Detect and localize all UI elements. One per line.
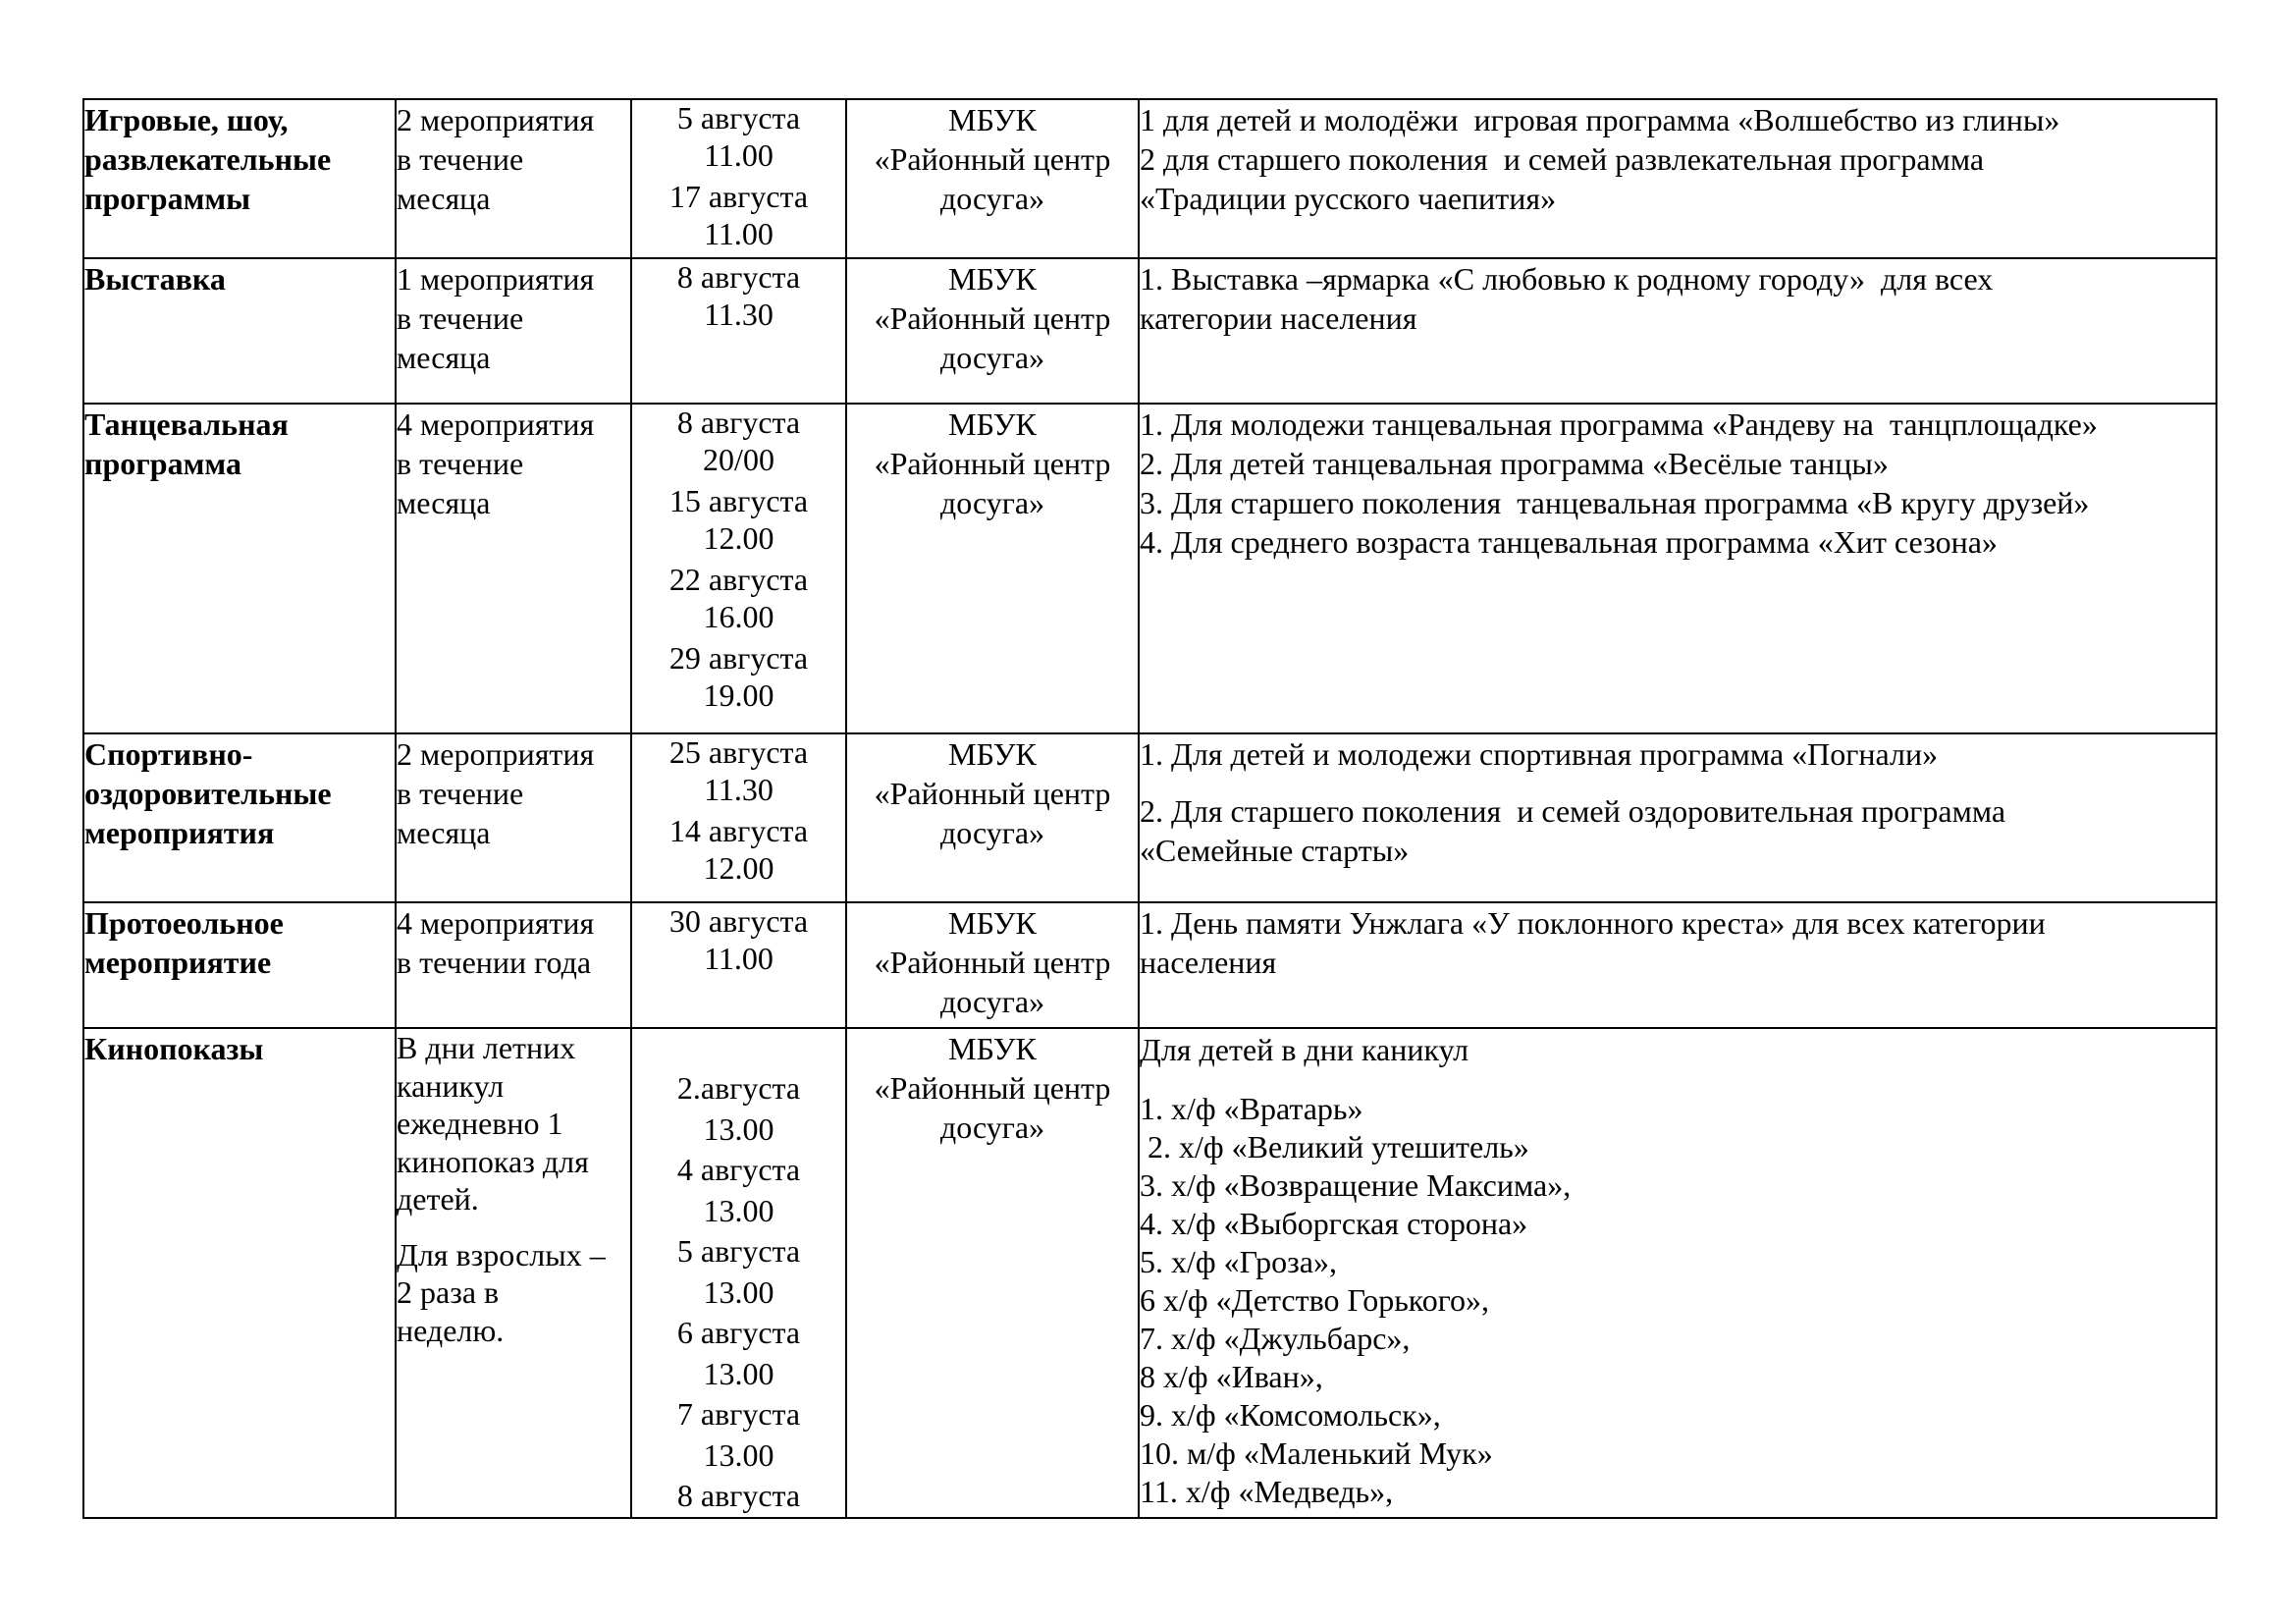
count-line: месяца: [397, 485, 491, 520]
count-line: в течение: [397, 446, 524, 481]
description-cell: [1139, 902, 2216, 1028]
description-cell: [1139, 99, 2216, 258]
film-item: 8 х/ф «Иван»,: [1140, 1359, 1323, 1394]
dates-cell: [631, 99, 846, 258]
venue-line: МБУК: [948, 406, 1037, 442]
description-line: 1. Выставка –ярмарка «С любовью к родному городу» для всех: [1140, 261, 1994, 297]
event-date: 30 августа: [668, 903, 809, 939]
category-cell: [83, 902, 396, 1028]
dates-cell: [631, 1028, 846, 1518]
dates-cell: [631, 258, 846, 404]
category-line: Танцевальная: [84, 406, 289, 442]
description-line: 1 для детей и молодёжи игровая программа «Волшебство из глины»: [1140, 102, 2060, 137]
event-date: 2.августа: [676, 1070, 801, 1106]
table-row: [83, 733, 2216, 902]
event-date: 7 августа: [676, 1396, 801, 1432]
event-time: 12.00: [703, 519, 774, 556]
category-line: развлекательные: [84, 141, 332, 177]
count-cell: [396, 1028, 631, 1518]
count-line: неделю.: [397, 1312, 505, 1348]
event-date: 17 августа: [668, 179, 809, 214]
count-line: в течении года: [397, 945, 592, 980]
event-date: 8 августа: [676, 1478, 801, 1513]
description-cell: [1139, 404, 2216, 733]
film-item: 9. х/ф «Комсомольск»,: [1140, 1397, 1441, 1433]
film-item: 10. м/ф «Маленький Мук»: [1140, 1435, 1493, 1471]
venue-cell: [846, 902, 1139, 1028]
description-line: 1. День памяти Унжлага «У поклонного креста» для всех категории: [1140, 905, 2046, 941]
venue-line: досуга»: [939, 984, 1045, 1019]
event-time: 11.00: [704, 215, 774, 251]
category-line: Кинопоказы: [84, 1031, 264, 1066]
venue-line: досуга»: [939, 485, 1045, 520]
event-time: 13.00: [703, 1436, 774, 1473]
venue-line: МБУК: [948, 261, 1037, 297]
venue-line: «Районный центр: [874, 945, 1111, 980]
category-line: мероприятие: [84, 945, 272, 980]
description-cell: [1139, 733, 2216, 902]
count-line: 2 мероприятия: [397, 102, 595, 137]
film-item: 5. х/ф «Гроза»,: [1140, 1244, 1337, 1279]
event-time: 16.00: [703, 598, 774, 634]
description-cell: [1139, 258, 2216, 404]
category-line: Выставка: [84, 261, 226, 297]
table-row: [83, 902, 2216, 1028]
event-date: 15 августа: [668, 483, 809, 518]
events-table: [82, 98, 2217, 1519]
table-row: [83, 404, 2216, 733]
event-date: 6 августа: [676, 1315, 801, 1350]
venue-line: МБУК: [948, 1031, 1037, 1066]
category-line: Протоеольное: [84, 905, 284, 941]
event-date: 5 августа: [676, 1233, 801, 1269]
count-line: 1 мероприятия: [397, 261, 595, 297]
category-line: программа: [84, 446, 241, 481]
table-row: [83, 1028, 2216, 1518]
event-time: 20/00: [703, 441, 774, 477]
count-line: кинопоказ для: [397, 1143, 589, 1179]
event-time: 13.00: [703, 1110, 774, 1147]
count-line: в течение: [397, 141, 524, 177]
description-line: 2. Для детей танцевальная программа «Весёлые танцы»: [1140, 446, 1889, 481]
description-line: 4. Для среднего возраста танцевальная программа «Хит сезона»: [1140, 524, 1998, 560]
venue-line: досуга»: [939, 340, 1045, 375]
venue-line: досуга»: [939, 181, 1045, 216]
category-cell: [83, 99, 396, 258]
count-cell: [396, 902, 631, 1028]
count-cell: [396, 404, 631, 733]
film-item: 4. х/ф «Выборгская сторона»: [1140, 1206, 1528, 1241]
count-line: Для взрослых –: [397, 1236, 606, 1272]
description-line: 2 для старшего поколения и семей развлекательная программа: [1140, 141, 1985, 177]
event-date: 8 августа: [676, 405, 801, 440]
event-date: 14 августа: [668, 813, 809, 848]
event-date: 5 августа: [676, 100, 801, 135]
count-line: 4 мероприятия: [397, 905, 595, 941]
event-date: 4 августа: [676, 1152, 801, 1187]
dates-cell: [631, 902, 846, 1028]
description-line: «Семейные старты»: [1140, 833, 1410, 868]
category-cell: [83, 733, 396, 902]
count-line: 2 мероприятия: [397, 736, 595, 772]
count-line: месяца: [397, 815, 491, 850]
description-line: 1. Для детей и молодежи спортивная программа «Погнали»: [1140, 736, 1939, 772]
venue-line: досуга»: [939, 815, 1045, 850]
description-line: населения: [1140, 945, 1277, 980]
category-line: оздоровительные: [84, 776, 332, 811]
count-line: месяца: [397, 340, 491, 375]
dates-cell: [631, 733, 846, 902]
venue-cell: [846, 404, 1139, 733]
dates-cell: [631, 404, 846, 733]
venue-line: «Районный центр: [874, 776, 1111, 811]
venue-line: МБУК: [948, 905, 1037, 941]
count-line: в течение: [397, 300, 524, 336]
event-date: 8 августа: [676, 259, 801, 295]
event-time: 19.00: [703, 677, 774, 713]
count-line: в течение: [397, 776, 524, 811]
venue-line: «Районный центр: [874, 300, 1111, 336]
event-time: 12.00: [703, 849, 774, 886]
event-date: 22 августа: [668, 562, 809, 597]
description-line: «Традиции русского чаепития»: [1140, 181, 1557, 216]
count-line: 4 мероприятия: [397, 406, 595, 442]
category-line: мероприятия: [84, 815, 275, 850]
event-time: 11.30: [704, 296, 774, 332]
event-date: 29 августа: [668, 640, 809, 676]
description-cell: [1139, 1028, 2216, 1518]
event-time: 11.00: [704, 136, 774, 173]
count-cell: [396, 258, 631, 404]
venue-cell: [846, 258, 1139, 404]
venue-line: МБУК: [948, 102, 1037, 137]
count-line: детей.: [397, 1181, 479, 1217]
event-time: 13.00: [703, 1192, 774, 1228]
description-line: 1. Для молодежи танцевальная программа «Рандеву на танцплощадке»: [1140, 406, 2098, 442]
event-date: 25 августа: [668, 734, 809, 770]
category-cell: [83, 1028, 396, 1518]
description-line: 2. Для старшего поколения и семей оздоровительная программа: [1140, 793, 2006, 829]
count-line: ежедневно 1: [397, 1106, 563, 1141]
film-item: 11. х/ф «Медведь»,: [1140, 1474, 1394, 1509]
count-line: В дни летних: [397, 1030, 576, 1065]
event-time: 13.00: [703, 1355, 774, 1391]
event-time: 11.30: [704, 771, 774, 807]
count-cell: [396, 733, 631, 902]
event-time: 11.00: [704, 940, 774, 976]
count-cell: [396, 99, 631, 258]
category-cell: [83, 404, 396, 733]
category-cell: [83, 258, 396, 404]
film-item: 7. х/ф «Джульбарс»,: [1140, 1321, 1411, 1356]
event-time: 13.00: [703, 1273, 774, 1310]
table-row: [83, 99, 2216, 258]
table-row: [83, 258, 2216, 404]
venue-line: «Районный центр: [874, 1070, 1111, 1106]
film-item: 2. х/ф «Великий утешитель»: [1140, 1129, 1529, 1164]
venue-cell: [846, 99, 1139, 258]
description-line: категории населения: [1140, 300, 1417, 336]
film-item: 6 х/ф «Детство Горького»,: [1140, 1282, 1490, 1318]
description-header: Для детей в дни каникул: [1140, 1032, 1469, 1067]
film-item: 3. х/ф «Возвращение Максима»,: [1140, 1167, 1572, 1203]
venue-line: досуга»: [939, 1110, 1045, 1145]
venue-line: «Районный центр: [874, 446, 1111, 481]
count-line: каникул: [397, 1067, 505, 1104]
film-item: 1. х/ф «Вратарь»: [1140, 1091, 1363, 1126]
category-line: Игровые, шоу,: [84, 102, 289, 137]
category-line: Спортивно-: [84, 736, 253, 772]
venue-line: «Районный центр: [874, 141, 1111, 177]
venue-cell: [846, 1028, 1139, 1518]
count-line: месяца: [397, 181, 491, 216]
count-line: 2 раза в: [397, 1274, 500, 1310]
venue-line: МБУК: [948, 736, 1037, 772]
venue-cell: [846, 733, 1139, 902]
category-line: программы: [84, 181, 251, 216]
description-line: 3. Для старшего поколения танцевальная программа «В кругу друзей»: [1140, 485, 2090, 520]
